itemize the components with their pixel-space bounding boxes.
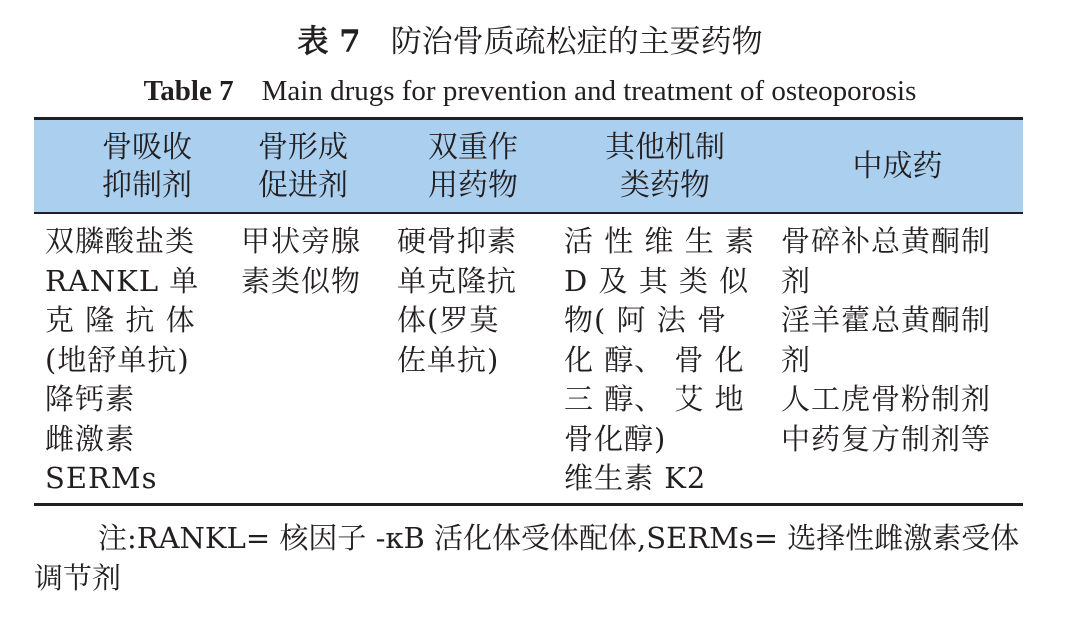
column-dual-action-drugs: 硬骨抑素 单克隆抗 体(罗莫 佐单抗) (397, 224, 518, 377)
header-bone-resorption-inhibitors: 骨吸收 抑制剂 (102, 129, 192, 203)
table-title-english-text: Main drugs for prevention and treatment of osteoporosis (261, 75, 917, 107)
header-dual-action-drugs: 双重作 用药物 (428, 129, 518, 203)
column-bone-resorption-inhibitors: 双膦酸盐类 RANKL 单 克 隆 抗 体 (地舒单抗) 降钙素 雌激素 SERMs (45, 224, 200, 495)
table-bottom-rule (34, 503, 1023, 506)
table-title-chinese (0, 22, 1060, 62)
table-number-english: Table 7 (143, 75, 234, 107)
column-bone-formation-promoters: 甲状旁腺 素类似物 (241, 224, 362, 298)
table-title-english (0, 72, 1060, 110)
column-other-mechanism-drugs: 活 性 维 生 素 D 及 其 类 似 物( 阿 法 骨 化 醇、 骨 化 三 醇、 艾 地 骨化醇) 维生素 K2 (564, 224, 755, 495)
column-chinese-patent-medicine: 骨碎补总黄酮制 剂 淫羊藿总黄酮制 剂 人工虎骨粉制剂 中药复方制剂等 (781, 224, 992, 456)
table-number-chinese: 表 7 (297, 24, 361, 60)
header-chinese-patent-medicine: 中成药 (852, 148, 943, 184)
table-footnote: 注:RANKL= 核因子 -κB 活化体受体配体,SERMs= 选择性雌激素受体调节剂 (34, 521, 1020, 595)
header-other-mechanism-drugs: 其他机制 类药物 (605, 129, 725, 203)
table-title-chinese-text: 防治骨质疏松症的主要药物 (390, 24, 763, 60)
header-bone-formation-promoters: 骨形成 促进剂 (258, 129, 348, 203)
